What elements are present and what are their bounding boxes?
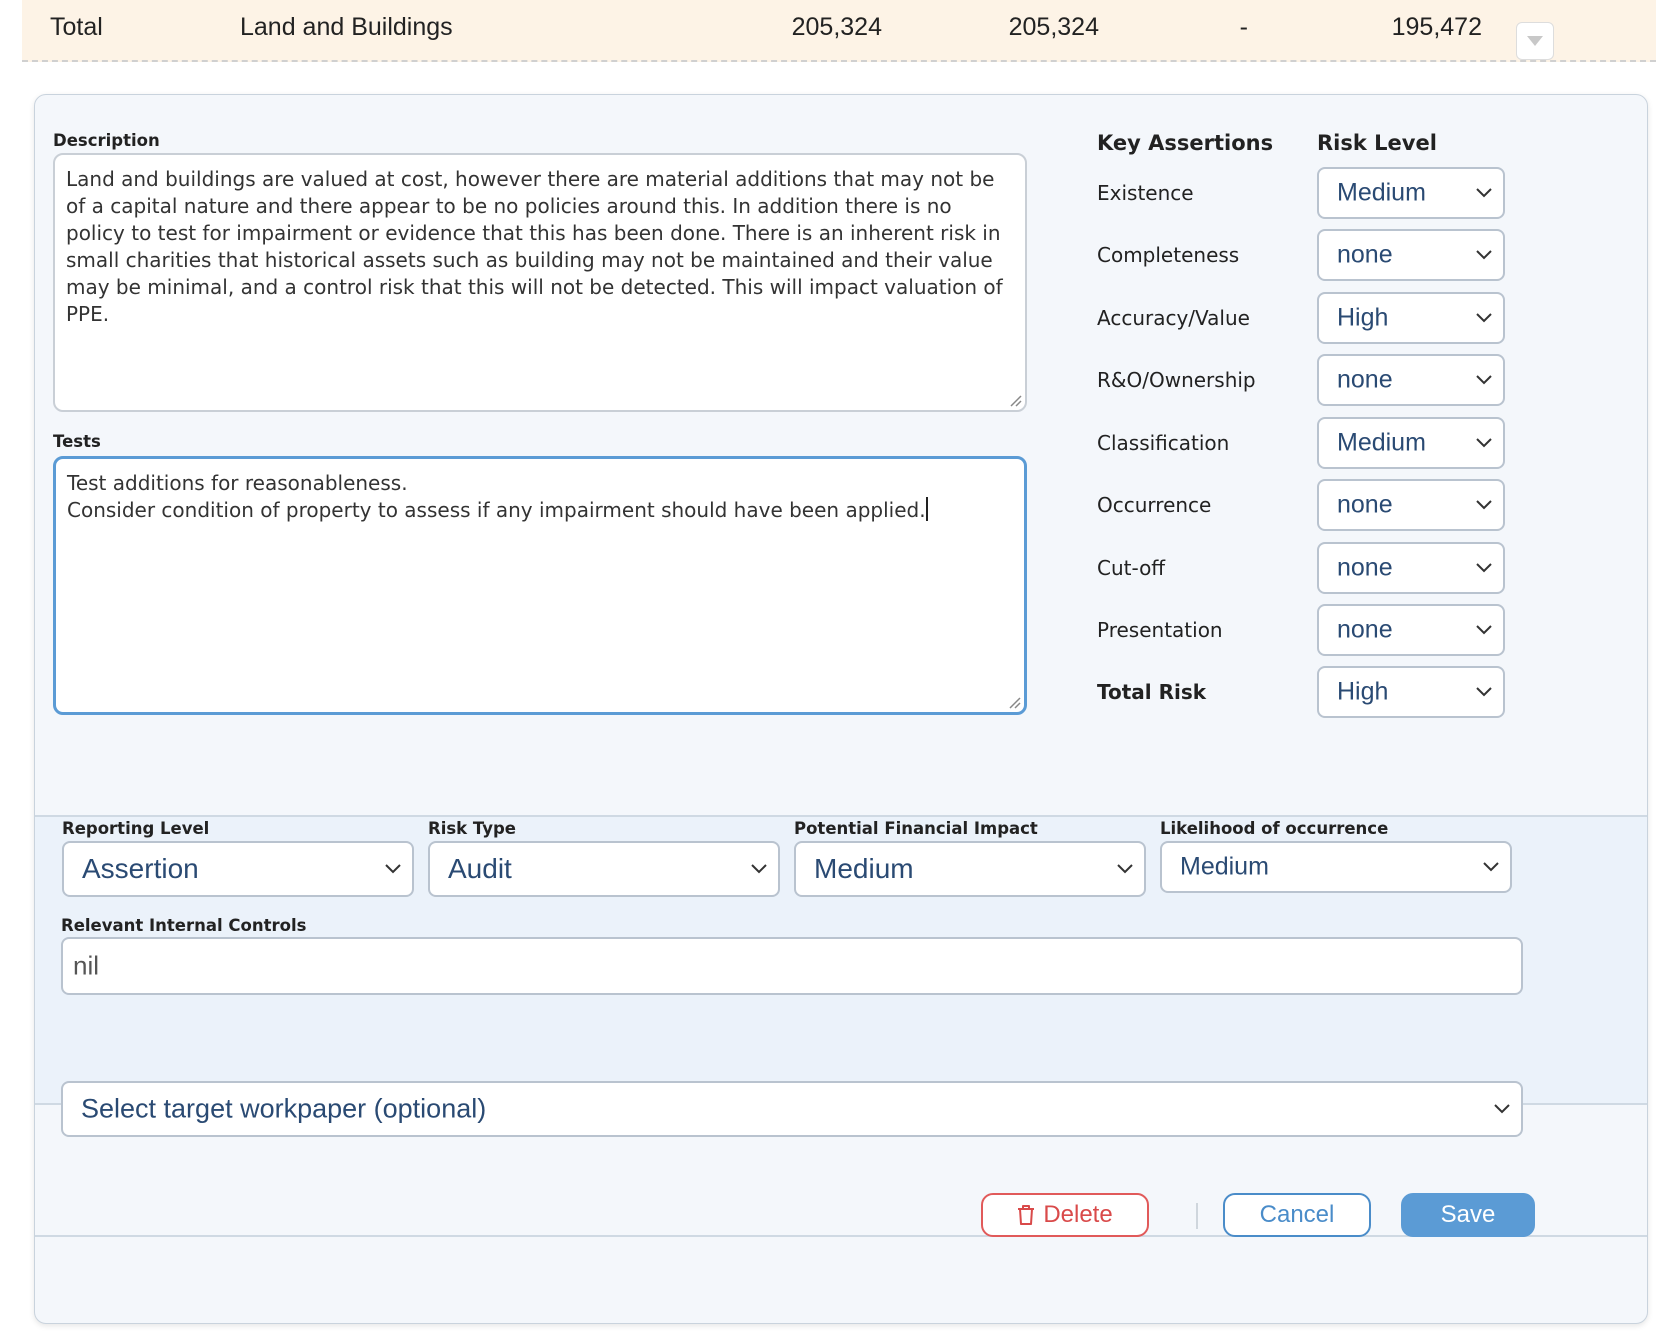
risk-description-section — [35, 95, 1647, 815]
resize-handle-icon[interactable] — [1008, 393, 1022, 407]
action-divider — [1196, 1203, 1198, 1229]
risk-level-header: Risk Level — [1317, 131, 1437, 155]
summary-row — [22, 0, 1656, 62]
financial-impact-label: Potential Financial Impact — [794, 819, 1038, 838]
chevron-down-icon — [1475, 499, 1493, 511]
key-assertions-header: Key Assertions — [1097, 131, 1274, 155]
chevron-down-icon — [1475, 686, 1493, 698]
assertion-name-completeness: Completeness — [1097, 243, 1240, 267]
cancel-button[interactable] — [1223, 1193, 1371, 1237]
assertion-name-cut-off: Cut-off — [1097, 556, 1166, 580]
internal-controls-value: nil — [73, 950, 100, 981]
reporting-level-label: Reporting Level — [62, 819, 210, 838]
summary-value-1: 205,324 — [791, 13, 882, 41]
resize-handle-icon[interactable] — [1007, 695, 1021, 709]
chevron-down-icon — [1475, 374, 1493, 386]
assertion-name-classification: Classification — [1097, 431, 1230, 455]
reporting-level-select[interactable] — [62, 841, 414, 897]
chevron-down-icon — [384, 863, 402, 875]
selected-value: none — [1337, 490, 1393, 519]
risk-level-select-existence[interactable] — [1317, 167, 1505, 219]
risk-detail-panel — [34, 94, 1648, 1324]
assertion-name-existence: Existence — [1097, 181, 1194, 205]
selected-value: none — [1337, 240, 1393, 269]
caret-down-icon — [1526, 34, 1544, 48]
risk-level-select-occurrence[interactable] — [1317, 479, 1505, 531]
chevron-down-icon — [750, 863, 768, 875]
risk-type-label: Risk Type — [428, 819, 516, 838]
chevron-down-icon — [1475, 437, 1493, 449]
description-label: Description — [53, 131, 160, 150]
assertion-name-occurrence: Occurrence — [1097, 493, 1212, 517]
trash-icon — [1017, 1204, 1035, 1226]
internal-controls-label: Relevant Internal Controls — [61, 916, 307, 935]
selected-value: Medium — [1337, 428, 1426, 457]
chevron-down-icon — [1493, 1103, 1511, 1115]
selected-value: Medium — [814, 853, 914, 884]
summary-value-3: - — [1239, 13, 1248, 41]
selected-value: High — [1337, 677, 1389, 706]
selected-value: none — [1337, 615, 1393, 644]
likelihood-label: Likelihood of occurrence — [1160, 819, 1389, 838]
assertion-name-ownership: R&O/Ownership — [1097, 368, 1256, 392]
tests-text: Test additions for reasonableness. Consider condition of property to assess if any impairment should have been applied. — [67, 471, 926, 522]
selected-value: Assertion — [82, 853, 199, 884]
risk-level-select-ownership[interactable] — [1317, 354, 1505, 406]
internal-controls-input[interactable] — [61, 937, 1523, 995]
assertion-name-presentation: Presentation — [1097, 618, 1223, 642]
delete-button[interactable] — [981, 1193, 1149, 1237]
risk-type-select[interactable] — [428, 841, 780, 897]
save-label: Save — [1440, 1201, 1496, 1228]
selected-value: none — [1337, 553, 1393, 582]
financial-impact-select[interactable] — [794, 841, 1146, 897]
selected-value: Medium — [1337, 178, 1426, 207]
risk-level-select-accuracy-value[interactable] — [1317, 292, 1505, 344]
assertion-name-total-risk: Total Risk — [1097, 680, 1207, 704]
cancel-label: Cancel — [1259, 1201, 1335, 1228]
description-text: Land and buildings are valued at cost, however there are material additions that may not be of a capital nature and there appear to be no policies around this. In addition there is no policy to test for impairment or evidence that this has been done. There is an inherent risk in small charities that historical assets such as building may not be maintained and their value may be minimal, and a control risk that this will not be detected. This will impact valuation of PPE. — [66, 167, 1010, 326]
risk-level-select-total-risk[interactable] — [1317, 666, 1505, 718]
selected-value: High — [1337, 303, 1389, 332]
description-textarea[interactable] — [53, 153, 1027, 412]
workpaper-placeholder: Select target workpaper (optional) — [81, 1093, 487, 1124]
selected-value: Medium — [1180, 852, 1269, 881]
summary-account-name: Land and Buildings — [240, 13, 453, 41]
risk-level-select-presentation[interactable] — [1317, 604, 1505, 656]
text-caret — [926, 497, 928, 521]
selected-value: none — [1337, 365, 1393, 394]
selected-value: Audit — [448, 853, 512, 884]
risk-level-select-classification[interactable] — [1317, 417, 1505, 469]
chevron-down-icon — [1475, 312, 1493, 324]
tests-textarea[interactable] — [53, 456, 1027, 715]
assertion-name-accuracy-value: Accuracy/Value — [1097, 306, 1250, 330]
workpaper-select[interactable] — [61, 1081, 1523, 1137]
save-button[interactable] — [1401, 1193, 1535, 1237]
chevron-down-icon — [1475, 562, 1493, 574]
summary-value-4: 195,472 — [1391, 13, 1482, 41]
summary-label: Total — [50, 13, 103, 41]
chevron-down-icon — [1475, 624, 1493, 636]
action-bar — [35, 1235, 1647, 1324]
delete-label: Delete — [1043, 1201, 1113, 1228]
risk-level-select-cut-off[interactable] — [1317, 542, 1505, 594]
chevron-down-icon — [1475, 187, 1493, 199]
chevron-down-icon — [1475, 249, 1493, 261]
summary-value-2: 205,324 — [1008, 13, 1099, 41]
tests-label: Tests — [53, 432, 101, 451]
risk-level-select-completeness[interactable] — [1317, 229, 1505, 281]
likelihood-select[interactable] — [1160, 841, 1512, 893]
chevron-down-icon — [1482, 861, 1500, 873]
chevron-down-icon — [1116, 863, 1134, 875]
row-toggle-button[interactable] — [1516, 22, 1554, 60]
